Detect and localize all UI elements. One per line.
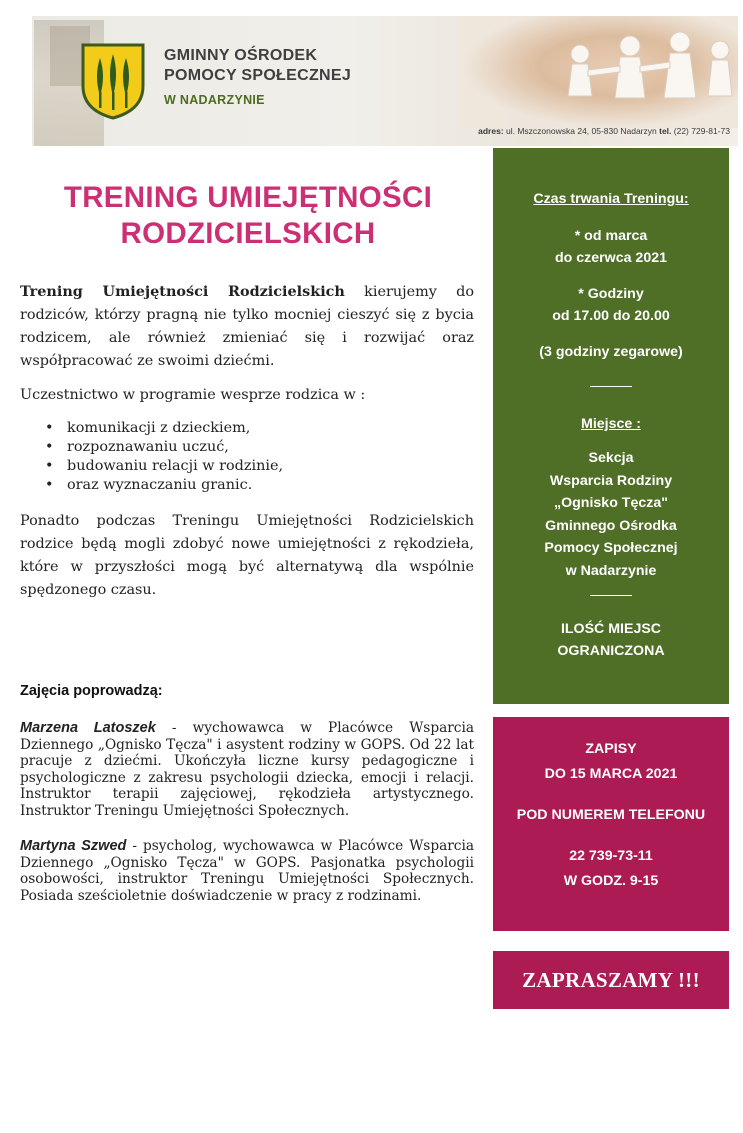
header-banner [32, 16, 738, 146]
place-line: Wsparcia Rodziny [549, 473, 673, 489]
signup-phone: 22 739-73-11 [569, 848, 653, 864]
org-line-2: POMOCY SPOŁECZNEJ [164, 67, 352, 84]
leader-text-2: - psycholog, wychowawca w Placówce Wsparcia Dziennego „Ognisko Tęcza" w GOPS. Pasjonatka psychologii osobowości, instruktor Treningu Umiejętności Społecznych. Posiada sześcioletnie doświadczenie w pracy z rodzinami. [20, 838, 475, 904]
header-phone: (22) 729-81-73 [673, 126, 730, 136]
place-line: Sekcja [588, 450, 634, 466]
place-line: w Nadarzynie [565, 563, 657, 579]
intro-paragraph [20, 280, 474, 373]
signup-line-1: ZAPISY [585, 741, 637, 757]
place-line: Pomocy Społecznej [544, 540, 678, 556]
intro-rest: kierujemy do rodziców, którzy pragną nie tylko mocniej cieszyć się z bycia rodzicem, ale również zmieniać się i rozwijać oraz współpracować ze swoimi dziećmi. [20, 284, 474, 369]
dates-line-2: do czerwca 2021 [555, 250, 667, 266]
list-item: • komunikacji z dzieckiem, [20, 419, 283, 438]
support-list [20, 419, 283, 495]
signup-line-2: DO 15 MARCA 2021 [544, 766, 678, 782]
place-line: Gminnego Ośrodka [545, 518, 677, 534]
divider [590, 595, 632, 596]
hours-line-2: od 17.00 do 20.00 [552, 308, 670, 324]
limit-line-1: ILOŚĆ MIEJSC [560, 621, 662, 637]
signup-hours: W GODZ. 9-15 [563, 873, 659, 889]
leader-text-1: - wychowawca w Placówce Wsparcia Dziennego „Ognisko Tęcza" i asystent rodziny w GOPS. Od 22 lat pracuje z dziećmi. Ukończyła liczne kursy pedagogiczne i psychologiczne z zakresu psychologii dziecka, emocji i relacji. Instruktor terapii zajęciowej, rękodzieła artystycznego. Instruktor Treningu Umiejętności Społecznych. [20, 720, 474, 819]
municipality-crest-logo [80, 42, 146, 120]
place-heading: Miejsce : [581, 416, 641, 432]
signup-line-3: POD NUMEREM TELEFONU [516, 807, 706, 823]
organization-name [164, 46, 351, 110]
list-item: • oraz wyznaczaniu granic. [20, 476, 283, 495]
title-line-1: TRENING UMIEJĘTNOŚCI [63, 181, 433, 214]
list-item: • rozpoznawaniu uczuć, [20, 438, 283, 457]
phone-label: tel. [659, 126, 672, 136]
title-line-2: RODZICIELSKICH [120, 217, 376, 250]
contact-address [478, 126, 730, 136]
leader-name-2: Martyna Szwed [20, 838, 127, 854]
info-box [493, 148, 729, 704]
hours-note: (3 godziny zegarowe) [539, 344, 683, 360]
dates-line-1: * od marca [574, 228, 648, 244]
address-text: ul. Mszczonowska 24, 05-830 Nadarzyn [506, 126, 657, 136]
hands-paper-family-photo [462, 16, 738, 128]
extra-paragraph: Ponadto podczas Treningu Umiejętności Rodzicielskich rodzice będą mogli zdobyć nowe umiejętności z rękodzieła, które w przyszłości mogą być alternatywą dla wspólnie spędzonego czasu. [20, 513, 474, 598]
leader-name-1: Marzena Latoszek [20, 720, 156, 736]
leader-bio-2 [20, 838, 474, 904]
intro-bold: Trening Umiejętności Rodzicielskich [20, 283, 345, 300]
hours-line-1: * Godziny [578, 286, 644, 302]
org-line-1: GMINNY OŚRODEK [164, 47, 318, 64]
duration-heading: Czas trwania Treningu: [533, 191, 689, 207]
invite-banner: ZAPRASZAMY !!! [493, 951, 729, 1009]
signup-box [493, 717, 729, 931]
address-label: adres: [478, 126, 504, 136]
list-item: • budowaniu relacji w rodzinie, [20, 457, 283, 476]
support-intro: Uczestnictwo w programie wesprze rodzica w : [20, 387, 366, 403]
leaders-heading: Zajęcia poprowadzą: [20, 683, 163, 699]
divider [590, 386, 632, 387]
org-line-3: W NADARZYNIE [164, 93, 265, 107]
place-line: „Ognisko Tęcza" [554, 495, 668, 511]
leader-bio-1 [20, 720, 474, 819]
page-title [20, 180, 476, 252]
paper-figures-icon [462, 16, 738, 128]
limit-line-2: OGRANICZONA [557, 643, 665, 659]
